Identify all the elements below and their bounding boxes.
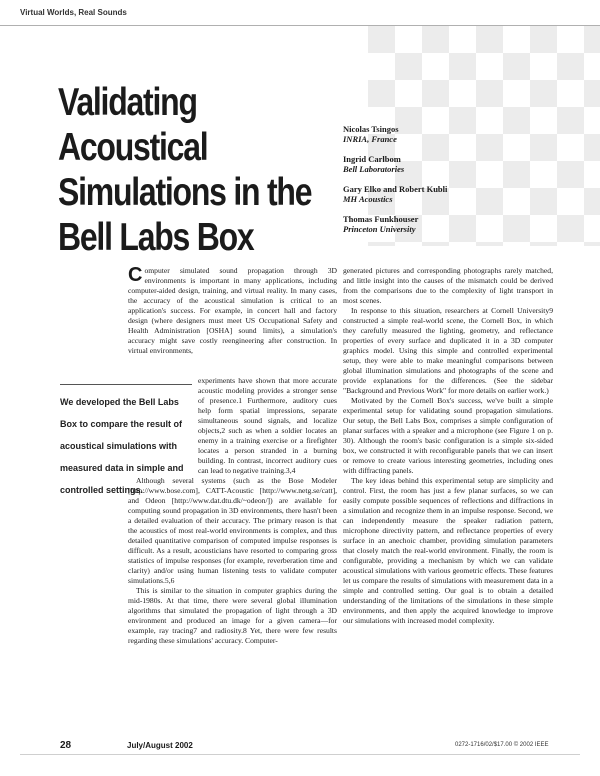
- body-paragraph: This is similar to the situation in computer graphics during the mid-1980s. At that time, there were several global illumination algorithms that simulated the propagation of light through a 3D environment and produced an image for a given camera—for example, ray tracing7 and radiosity.8 Yet, there were few results regarding these simulations' accuracy. Computer-: [128, 586, 337, 645]
- author-entry: [343, 124, 563, 144]
- left-column-wrap: [198, 376, 337, 476]
- body-paragraph: Although several systems (such as the Bose Modeler [http://www.bose.com], CATT-Acoustic [http://www.netg.se/catt], and Odeon [http://www.dat.dtu.dk/~odeon/]) are available for computing sound propagation in 3D environments, there hasn't been a detailed evaluation of their accuracy. The primary reason is that the acoustics of most real-world environments is complex, and thus detailed quantitative comparison of computed impulse responses is difficult. As a result, acousticians have resorted to comparing gross statistics of impulse responses (for example, reverberation time and clarity) and/or using human listening tests to validate computer simulations.5,6: [128, 476, 337, 585]
- body-paragraph: generated pictures and corresponding photographs rarely matched, and little insight into the causes of the mismatch could be derived from the comparisons due to the complexity of light transport in most scenes.: [343, 266, 553, 305]
- intro-paragraph: omputer simulated sound propagation through 3D environments is important in many applications, including computer-aided design, training, and virtual reality. In many cases, the accuracy of the acoustical simulation is critical to an application's success. For example, in concert hall and factory design (where designers must meet US Occupational Safety and Health Administration [OSHA] sound limits), a simulation's accuracy might save costly reengineering after construction. In virtual environments,: [128, 266, 337, 355]
- left-column-lower: [128, 476, 337, 646]
- title-line: Bell Labs Box: [58, 216, 254, 259]
- checker-square: [584, 80, 600, 107]
- dropcap-letter: C: [128, 264, 143, 286]
- checker-square: [476, 80, 503, 107]
- title-line: Acoustical: [58, 126, 208, 169]
- author-affiliation: Bell Laboratories: [343, 164, 405, 174]
- author-entry: [343, 154, 563, 174]
- title-line: Simulations in the: [58, 171, 312, 214]
- checker-square: [584, 134, 600, 161]
- running-head: Virtual Worlds, Real Sounds: [20, 8, 127, 17]
- author-name: Ingrid Carlbom: [343, 154, 401, 164]
- footer-rule: [20, 754, 580, 755]
- checker-square: [530, 26, 557, 53]
- checker-square: [422, 26, 449, 53]
- left-column-intro: [128, 266, 337, 356]
- checker-square: [503, 53, 530, 80]
- author-affiliation: MH Acoustics: [343, 194, 393, 204]
- checker-square: [449, 53, 476, 80]
- checker-square: [368, 80, 395, 107]
- checker-square: [395, 53, 422, 80]
- title-line: Validating: [58, 81, 197, 124]
- article-title: [58, 80, 312, 260]
- checker-square: [476, 26, 503, 53]
- author-entry: [343, 214, 563, 234]
- checker-square: [584, 188, 600, 215]
- page-number: 28: [60, 740, 72, 751]
- checker-square: [422, 80, 449, 107]
- author-affiliation: Princeton University: [343, 224, 416, 234]
- author-name: Nicolas Tsingos: [343, 124, 399, 134]
- checker-square: [368, 26, 395, 53]
- author-affiliation: INRIA, France: [343, 134, 397, 144]
- body-paragraph: Motivated by the Cornell Box's success, we've built a simple experimental setup for validating sound propagation simulations. Our setup, the Bell Labs Box, comprises a simple configuration of planar surfaces with a speaker and a microphone (see Figure 1 on p. 30). Although the room's basic configuration is a simple six-sided box, we constructed it with reconfigurable panels that we can insert or remove to create various interesting geometries, including ones with diffracting panels.: [343, 396, 553, 475]
- body-paragraph: In response to this situation, researchers at Cornell University9 constructed a simple real-world scene, the Cornell Box, in which they carefully measured the lighting, geometry, and reflectance properties of every surface and duplicated it in a 3D computer graphics model. Using this simple and controlled experimental setup, they were able to make meaningful comparisons between global illumination simulations and photographs of the scene and provide explanations for the differences. (See the sidebar "Background and Previous Work" for more details on earlier work.): [343, 306, 553, 395]
- author-list: [343, 124, 563, 244]
- right-column: [343, 266, 553, 626]
- checker-square: [530, 80, 557, 107]
- checker-square: [557, 53, 584, 80]
- checker-square: [584, 26, 600, 53]
- copyright-line: 0272-1716/02/$17.00 © 2002 IEEE: [455, 742, 549, 748]
- author-name: Gary Elko and Robert Kubli: [343, 184, 448, 194]
- body-paragraph: The key ideas behind this experimental setup are simplicity and control. First, the room has just a few planar surfaces, so we can easily compute possible sequences of reflections and diffractions in a simulation and recognize them in an impulse response. Second, we can independently measure the speaker radiation pattern, microphone directivity pattern, and reflectance properties of every surface in an anechoic chamber, providing simulation parameters that closely match the real-world environment. Finally, the room is configurable, providing a mechanism by which we can validate acoustical simulations with various geometric effects. These features let us compare the results of simulations with measurement data in a simple and controlled setting. Our goal is to obtain a detailed understanding of the limitations of the simulations in these simple environments, and then apply the acquired knowledge to improve our simulations with increased model complexity.: [343, 476, 553, 625]
- wrapped-paragraph: experiments have shown that more accurate acoustic modeling provides a stronger sense of presence.1 Furthermore, auditory cues help form spatial impressions, separate simultaneous sound signals, and localize objects,2 such as when a soldier locates an enemy in a training exercise or a firefighter locates a person stranded in a burning building. In contrast, incorrect auditory cues can lead to negative training.3,4: [198, 376, 337, 475]
- issue-date: July/August 2002: [127, 741, 193, 750]
- author-entry: [343, 184, 563, 204]
- checker-square: [584, 242, 600, 246]
- pull-quote: We developed the Bell Labs Box to compare the result of acoustical simulations with measured data in simple and controlled settings.: [60, 384, 192, 501]
- author-name: Thomas Funkhouser: [343, 214, 419, 224]
